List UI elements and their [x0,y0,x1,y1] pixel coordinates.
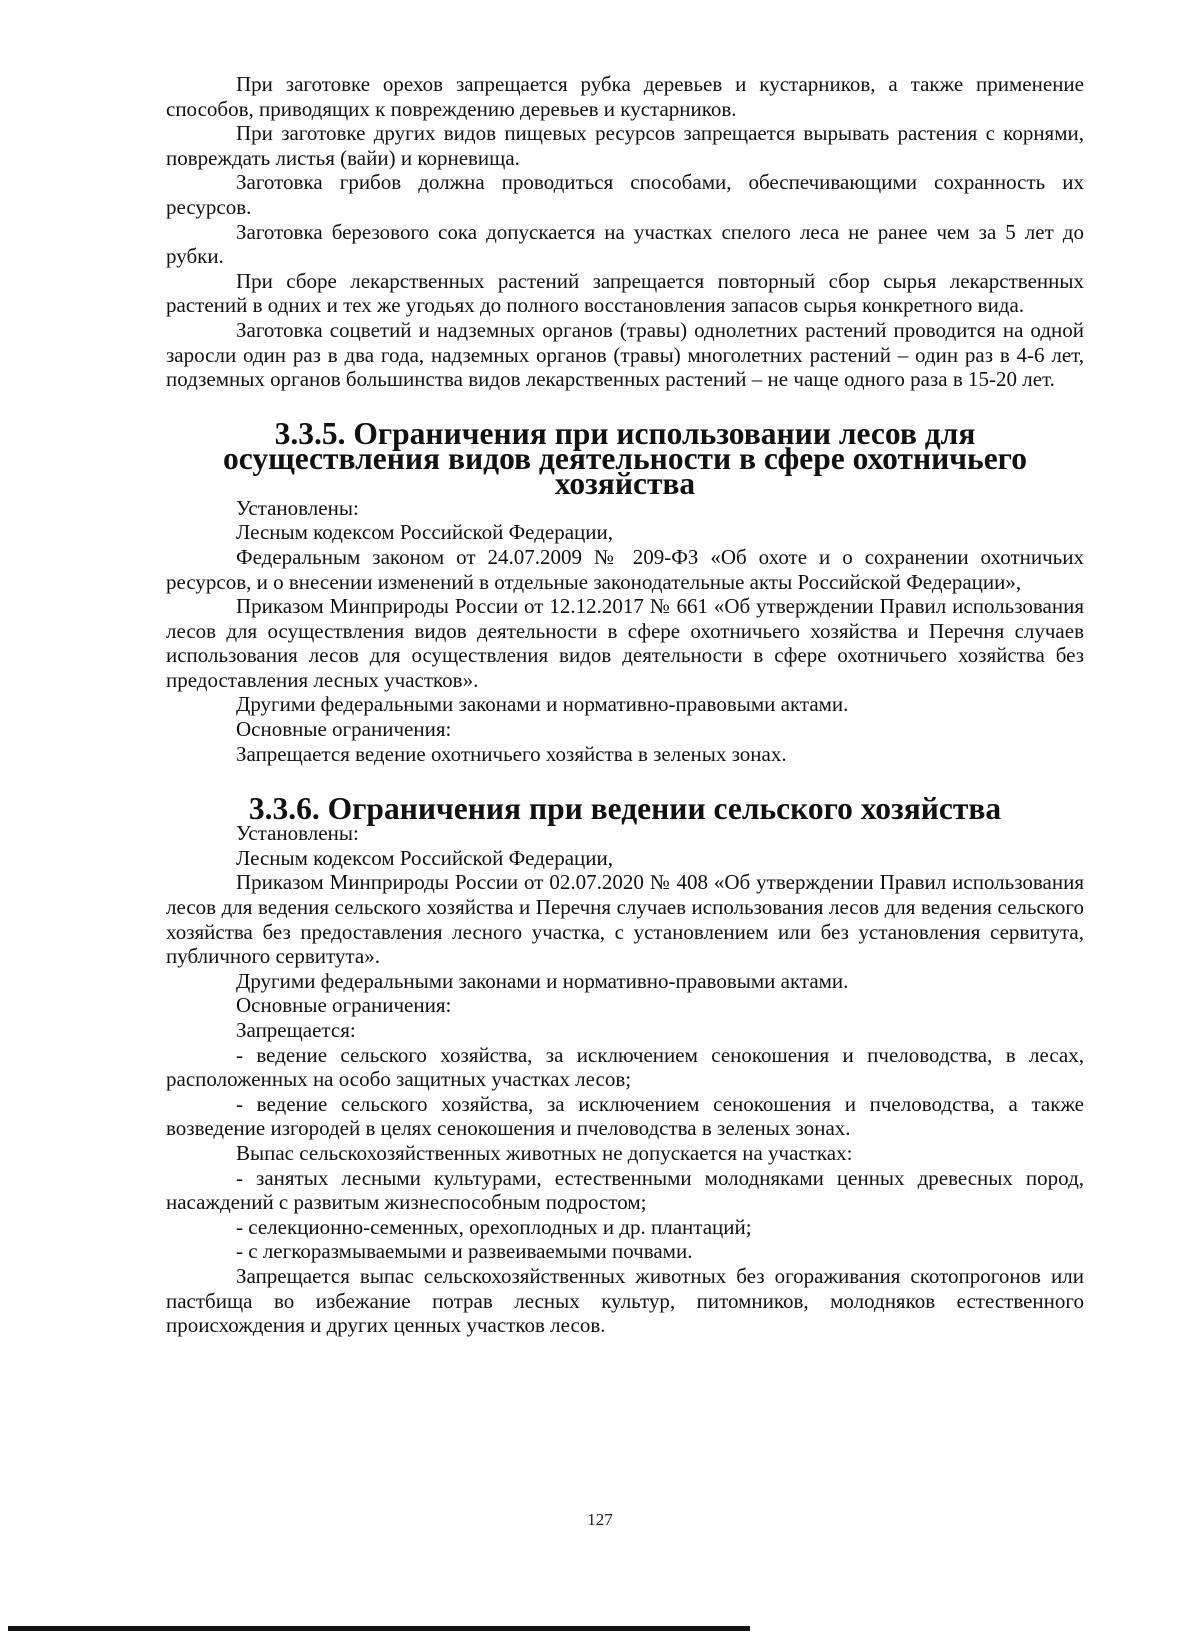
other-laws-reference: Другими федеральными законами и нормативно-правовыми актами. [236,692,849,717]
established-label: Установлены: [236,821,359,846]
ministry-order-reference: Приказом Минприроды России от 02.07.2020 № 408 «Об утверждении Правил использования лесов для ведения сельского хозяйства и Перечня случаев использования лесов для ведения сельского хозяйства без предоставления лесного участка, с установлением или без установления сервитута, публичного сервитута». [166,870,1084,969]
grazing-final-paragraph: Запрещается выпас сельскохозяйственных животных без огораживания скотопрогонов или пастбища во избежание потрав лесных культур, питомников, молодняков естественного происхождения и других ценных участков лесов. [166,1263,1084,1338]
page-number: 127 [587,1510,613,1529]
paragraph-mushrooms: Заготовка грибов должна проводиться способами, обеспечивающими сохранность их ресурсов. [166,170,1084,219]
scan-edge-line [8,1626,750,1631]
prohibited-item: - ведение сельского хозяйства, за исключением сенокошения и пчеловодства, в лесах, расположенных на особо защитных участках лесов; [166,1042,1084,1092]
grazing-intro: Выпас сельскохозяйственных животных не допускается на участках: [236,1140,853,1165]
paragraph-food-resources: При заготовке других видов пищевых ресурсов запрещается вырывать растения с корнями, повреждать листья (вайи) и корневища. [166,121,1084,170]
hunting-prohibition: Запрещается ведение охотничьего хозяйства в зеленых зонах. [236,741,787,766]
grazing-item: - с легкоразмываемыми и развеиваемыми почвами. [236,1239,693,1264]
main-restrictions-label: Основные ограничения: [236,993,452,1018]
prohibited-item: - ведение сельского хозяйства, за исключением сенокошения и пчеловодства, а также возведение изгородей в целях сенокошения и пчеловодства в зеленых зонах. [166,1091,1084,1141]
paragraph-harvest-frequency: Заготовка соцветий и надземных органов (травы) однолетних растений проводится на одной заросли один раз в два года, надземных органов (травы) многолетних растений – один раз в 4-6 лет, подземных органов большинства видов лекарственных растений – не чаще одного раза в 15-20 лет. [166,317,1084,392]
ministry-order-reference: Приказом Минприроды России от 12.12.2017 № 661 «Об утверждении Правил использования лесов для осуществления видов деятельности в сфере охотничьего хозяйства и Перечня случаев использования лесов для осуществления видов деятельности в сфере охотничьего хозяйства без предоставления лесных участков». [166,594,1084,692]
section-heading-hunting: 3.3.5. Ограничения при использовании лесов для осуществления видов деятельности в сфере охотничьего хозяйства [223,415,1027,501]
paragraph-nuts: При заготовке орехов запрещается рубка деревьев и кустарников, а также применение способов, приводящих к повреждению деревьев и кустарников. [166,72,1084,121]
grazing-item: - занятых лесными культурами, естественными молодняками ценных древесных пород, насаждений с развитым жизнеспособным подростом; [166,1165,1084,1215]
paragraph-medicinal-plants: При сборе лекарственных растений запрещается повторный сбор сырья лекарственных растений в одних и тех же угодьях до полного восстановления запасов сырья конкретного вида. [166,268,1084,318]
other-laws-reference: Другими федеральными законами и нормативно-правовыми актами. [236,968,849,993]
forest-code-reference: Лесным кодексом Российской Федерации, [236,520,613,545]
established-label: Установлены: [236,495,359,520]
main-restrictions-label: Основные ограничения: [236,717,452,742]
section-heading-agriculture: 3.3.6. Ограничения при ведении сельского хозяйства [248,791,1002,827]
paragraph-birch-sap: Заготовка березового сока допускается на участках спелого леса не ранее чем за 5 лет до рубки. [166,219,1084,269]
grazing-item: - селекционно-семенных, орехоплодных и др. плантаций; [236,1214,752,1239]
federal-law-reference: Федеральным законом от 24.07.2009 № 209-ФЗ «Об охоте и о сохранении охотничьих ресурсов, и о внесении изменений в отдельные законодательные акты Российской Федерации», [166,544,1084,594]
forest-code-reference: Лесным кодексом Российской Федерации, [236,845,613,870]
prohibited-label: Запрещается: [236,1018,356,1042]
page-content [166,72,1084,1338]
